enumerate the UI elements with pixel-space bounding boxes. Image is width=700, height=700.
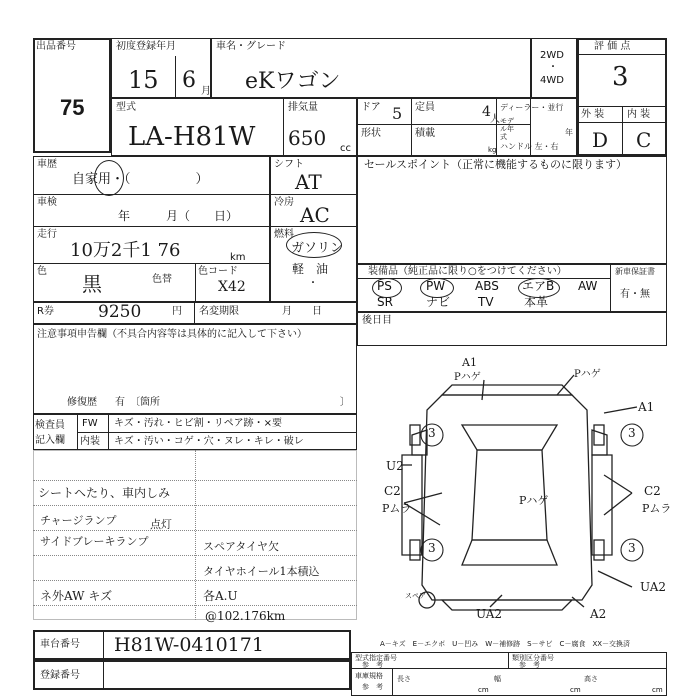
mark-top-right: Pハゲ [574, 369, 601, 380]
displacement-unit: cc [340, 143, 351, 154]
model-code-box [351, 652, 667, 696]
equip-navi: ナビ [426, 295, 451, 309]
doors-value: 5 [392, 104, 403, 123]
car-name: eKワゴン [245, 69, 341, 94]
equip-tv: TV [478, 295, 494, 309]
mileage-unit: km [230, 252, 246, 263]
fuel-alt: 軽 油 [292, 262, 329, 276]
mark-bottom-left: UA2 [476, 607, 503, 621]
new-cert-label: 新車保証書 [615, 267, 655, 276]
recycle-label: R券 [37, 306, 54, 317]
first-reg-label: 初度登録年月 [116, 41, 176, 52]
dims-label: 車庫規格 [355, 672, 383, 680]
doors-label: ドア [361, 102, 381, 113]
recycle-unit: 円 [172, 306, 182, 317]
category-label: 類別区分番号 [512, 654, 554, 662]
sales-point-box [357, 156, 667, 264]
drive-4wd: 4WD [540, 75, 564, 86]
car-name-label: 車名・グレード [216, 41, 286, 52]
equip-sr: SR [377, 295, 393, 309]
mark-circle-fl: 3 [428, 426, 436, 440]
history-circle [94, 160, 124, 196]
repair-value: 有 〔箇所 [115, 397, 160, 408]
mark-right-pmura: Pムラ [642, 502, 672, 515]
inspector-label-1: 検査員 [35, 420, 65, 431]
mark-left-c2: C2 [384, 484, 401, 498]
reg-label: 登録番号 [40, 670, 80, 681]
mileage-value: 10万2千1 76 [70, 240, 181, 261]
transfer-label: 名変期限 [199, 306, 239, 317]
history-value: 自家用・（ ） [72, 172, 209, 187]
inspector-label-2: 記入欄 [35, 435, 65, 446]
equip-pw: PW [426, 279, 446, 293]
equip-airbag-circle [518, 278, 560, 298]
car-diagram [372, 355, 682, 625]
capacity-value: 4 [482, 104, 491, 120]
inspector-row1-head: FW [82, 418, 98, 429]
model-year-label: モデル年式 [500, 117, 514, 141]
height-unit: cm [652, 686, 663, 694]
handle-label: ハンドル 左・右 [500, 142, 559, 151]
inspection-value: 年 月（ 日） [118, 209, 239, 223]
ac-value: AC [300, 203, 330, 227]
mark-circle-fr: 3 [628, 426, 636, 440]
transfer-value: 月 日 [282, 306, 322, 317]
inspection-label: 車検 [37, 197, 57, 208]
inspector-row1-text: キズ・汚れ・ヒビ割・リペア跡・×要 [114, 418, 282, 429]
load-unit: kg [488, 146, 497, 154]
equip-airbag: エアB [522, 279, 555, 293]
note-line-3: サイドブレーキランプ [40, 535, 149, 548]
mark-left-pmura: Pムラ [382, 502, 412, 515]
first-reg-month: 6 [182, 68, 196, 93]
note-line-5: スペアタイヤ欠 [203, 540, 280, 553]
height-label: 高さ [584, 675, 598, 683]
fuel-label: 燃料 [274, 229, 294, 240]
rear-seat-label: 後日目 [362, 315, 392, 326]
rear-seat-box [357, 312, 667, 346]
inspector-row2-head: 内装 [80, 436, 100, 447]
equip-leather: 本革 [524, 295, 549, 309]
model-label: 型式 [116, 102, 136, 113]
recycle-value: 9250 [98, 302, 142, 322]
fuel-circle [286, 232, 342, 258]
drive-2wd: 2WD [540, 50, 564, 61]
width-label: 幅 [494, 675, 501, 683]
model-code-ref: 参 考 [362, 661, 383, 669]
length-unit: cm [478, 686, 489, 694]
width-unit: cm [570, 686, 581, 694]
year-unit: 年 [565, 128, 573, 137]
first-reg-year: 15 [128, 66, 159, 94]
int-grade: C [636, 128, 652, 152]
note-line-2: チャージランプ [40, 514, 117, 527]
chassis-value: H81W-0410171 [114, 634, 264, 656]
color-code-label: 色コード [198, 266, 238, 277]
dealer-label: ディーラー・並行 [500, 103, 564, 112]
note-line-4: 点灯 [150, 518, 172, 531]
dims-ref: 参 考 [362, 683, 383, 691]
new-cert-value: 有・無 [620, 289, 650, 300]
note-line-7: ネ外AW キズ [40, 589, 113, 603]
length-label: 長さ [397, 675, 411, 683]
capacity-unit: 人 [490, 114, 500, 125]
capacity-label: 定員 [415, 102, 435, 113]
color-change-label: 色替 [152, 274, 172, 285]
lot-number: 75 [60, 95, 85, 120]
equip-ps: PS [377, 279, 392, 293]
spare-label: スペア [405, 592, 426, 600]
mark-circle-rr: 3 [628, 541, 636, 555]
fuel-dot: ・ [308, 278, 318, 289]
load-label: 積載 [415, 128, 435, 139]
mark-circle-rl: 3 [428, 541, 436, 555]
mark-top-left: A1 [462, 356, 477, 369]
model-value: LA-H81W [128, 122, 256, 152]
note-line-1: シートヘたり、車内しみ [38, 486, 171, 500]
repair-label: 修復歴 [67, 397, 97, 408]
eval-label: 評 価 点 [594, 41, 631, 52]
color-code-value: X42 [218, 279, 246, 295]
shift-label: シフト [274, 159, 304, 170]
ext-grade: D [592, 128, 609, 152]
equip-aw: AW [578, 279, 598, 293]
inspector-row2-text: キズ・汚い・コゲ・穴・ヌレ・キレ・破レ [114, 436, 304, 447]
sales-point-label: セールスポイント（正常に機能するものに限ります） [364, 158, 628, 171]
equip-pw-circle [420, 278, 454, 298]
mark-top-left2: Pハゲ [454, 372, 481, 383]
mark-right-c2: C2 [644, 484, 661, 498]
equip-ps-circle [372, 278, 402, 298]
displacement-label: 排気量 [288, 102, 318, 113]
notes-label: 注意事項申告欄（不具合内容等は具体的に記入して下さい） [37, 329, 307, 340]
mark-roof: Pハゲ [519, 494, 549, 507]
color-value: 黒 [82, 272, 102, 296]
lot-label: 出品番号 [36, 41, 76, 52]
reg-box [33, 660, 351, 690]
ac-label: 冷房 [274, 197, 294, 208]
mark-right-ua2: UA2 [640, 580, 667, 594]
chassis-label: 車台番号 [40, 639, 80, 650]
note-line-9: @102.176km [205, 609, 286, 623]
ext-label: 外 装 [581, 109, 605, 120]
int-label: 内 装 [627, 109, 651, 120]
mileage-label: 走行 [37, 229, 57, 240]
category-ref: 参 考 [519, 661, 540, 669]
mark-right-front: A1 [638, 400, 655, 414]
shift-value: AT [295, 170, 322, 194]
first-reg-month-unit: 月 [201, 86, 211, 97]
fuel-value: ガソリン [291, 241, 344, 256]
displacement-value: 650 [288, 126, 327, 150]
drive-dot: ・ [548, 62, 558, 73]
shape-label: 形状 [361, 128, 381, 139]
equip-abs: ABS [475, 279, 499, 293]
history-label: 車歴 [37, 159, 57, 170]
note-line-8: 各A.U [203, 589, 238, 603]
mark-bottom-right: A2 [590, 607, 607, 621]
repair-close: 〕 [340, 397, 350, 408]
model-code-label: 型式指定番号 [355, 654, 397, 662]
legend-text: A－キズ E－エクボ U－凹み W－補修跡 S－サビ C－腐食 XX－交換済 [380, 640, 631, 648]
color-label: 色 [37, 266, 47, 277]
note-line-6: タイヤホイール1本積込 [203, 565, 320, 578]
eval-score: 3 [612, 62, 629, 92]
equipment-label: 装備品（純正品に限り○をつけてください） [368, 266, 567, 277]
mark-left-u2: U2 [386, 459, 404, 473]
